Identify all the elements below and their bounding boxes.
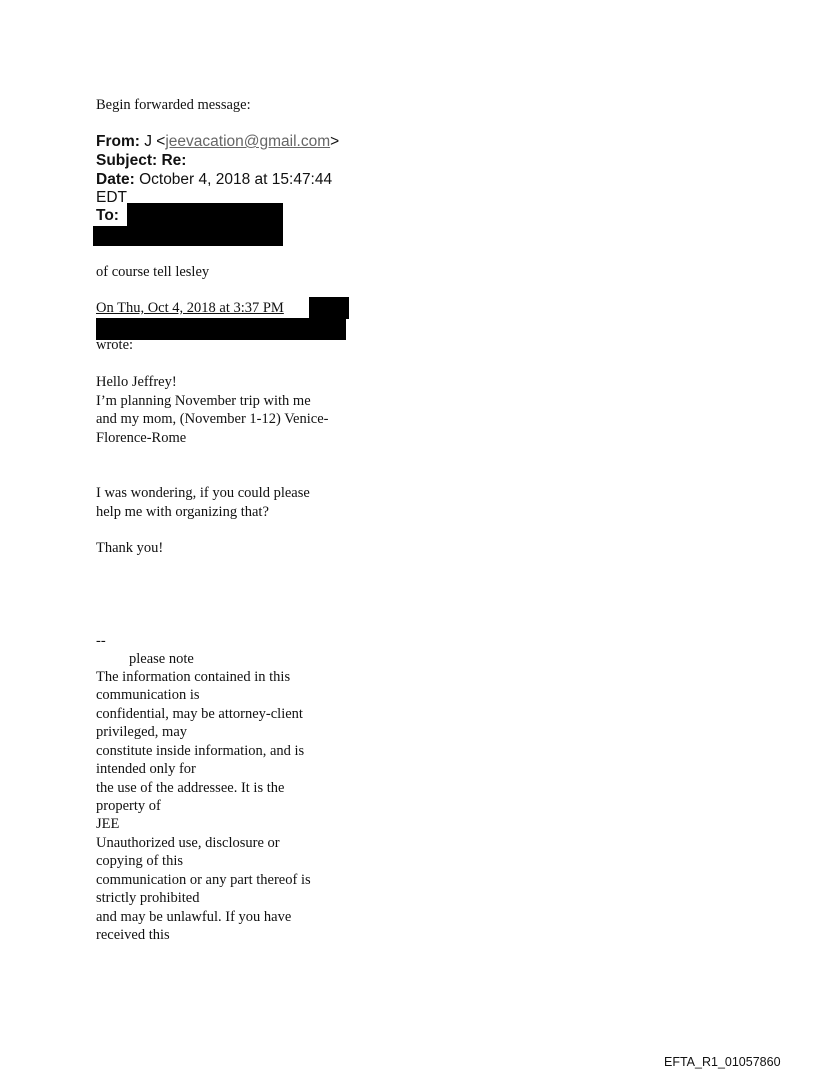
signature-separator: -- [96,633,106,649]
redaction-block [127,203,283,228]
message-line: Florence-Rome [96,430,187,446]
from-name: J < [144,133,166,150]
disclaimer-line: and may be unlawful. If you have [96,909,292,925]
disclaimer-line: Unauthorized use, disclosure or [96,835,280,851]
disclaimer-line: privileged, may [96,724,188,740]
from-label: From: [96,133,140,150]
disclaimer-line: the use of the addressee. It is the [96,780,285,796]
from-line [96,133,339,151]
disclaimer-line: received this [96,927,170,943]
document-id: EFTA_R1_01057860 [664,1055,781,1069]
message-line: I was wondering, if you could please [96,485,310,501]
disclaimer-line: property of [96,798,161,814]
thanks-line: Thank you! [96,540,164,556]
to-label: To: [96,207,119,224]
forward-intro: Begin forwarded message: [96,97,251,113]
disclaimer-line: communication or any part thereof is [96,872,311,888]
disclaimer-line: JEE [96,816,120,832]
redaction-block [96,318,346,340]
disclaimer-line: The information contained in this [96,669,291,685]
message-line: and my mom, (November 1-12) Venice- [96,411,329,427]
subject-line [96,152,186,170]
message-line: help me with organizing that? [96,504,269,520]
date-line [96,171,332,189]
date-value: October 4, 2018 at 15:47:44 [139,171,333,188]
redaction-block [93,226,283,246]
subject-value: Re: [161,152,187,169]
date-timezone: EDT [96,189,127,206]
disclaimer-line: constitute inside information, and is [96,743,305,759]
quote-wrote: wrote: [96,337,134,353]
disclaimer-line: confidential, may be attorney-client [96,706,303,722]
disclaimer-line: copying of this [96,853,183,869]
redaction-block [309,297,349,319]
quote-header: On Thu, Oct 4, 2018 at 3:37 PM [96,300,284,316]
disclaimer-line: strictly prohibited [96,890,200,906]
from-email-link[interactable]: jeevacation@gmail.com [165,133,331,150]
signature-note: please note [129,651,194,667]
reply-text: of course tell lesley [96,264,210,280]
from-close: > [330,133,340,150]
disclaimer-line: communication is [96,687,200,703]
greeting: Hello Jeffrey! [96,374,177,390]
subject-label: Subject: [96,152,158,169]
message-line: I’m planning November trip with me [96,393,311,409]
date-label: Date: [96,171,135,188]
disclaimer-line: intended only for [96,761,196,777]
